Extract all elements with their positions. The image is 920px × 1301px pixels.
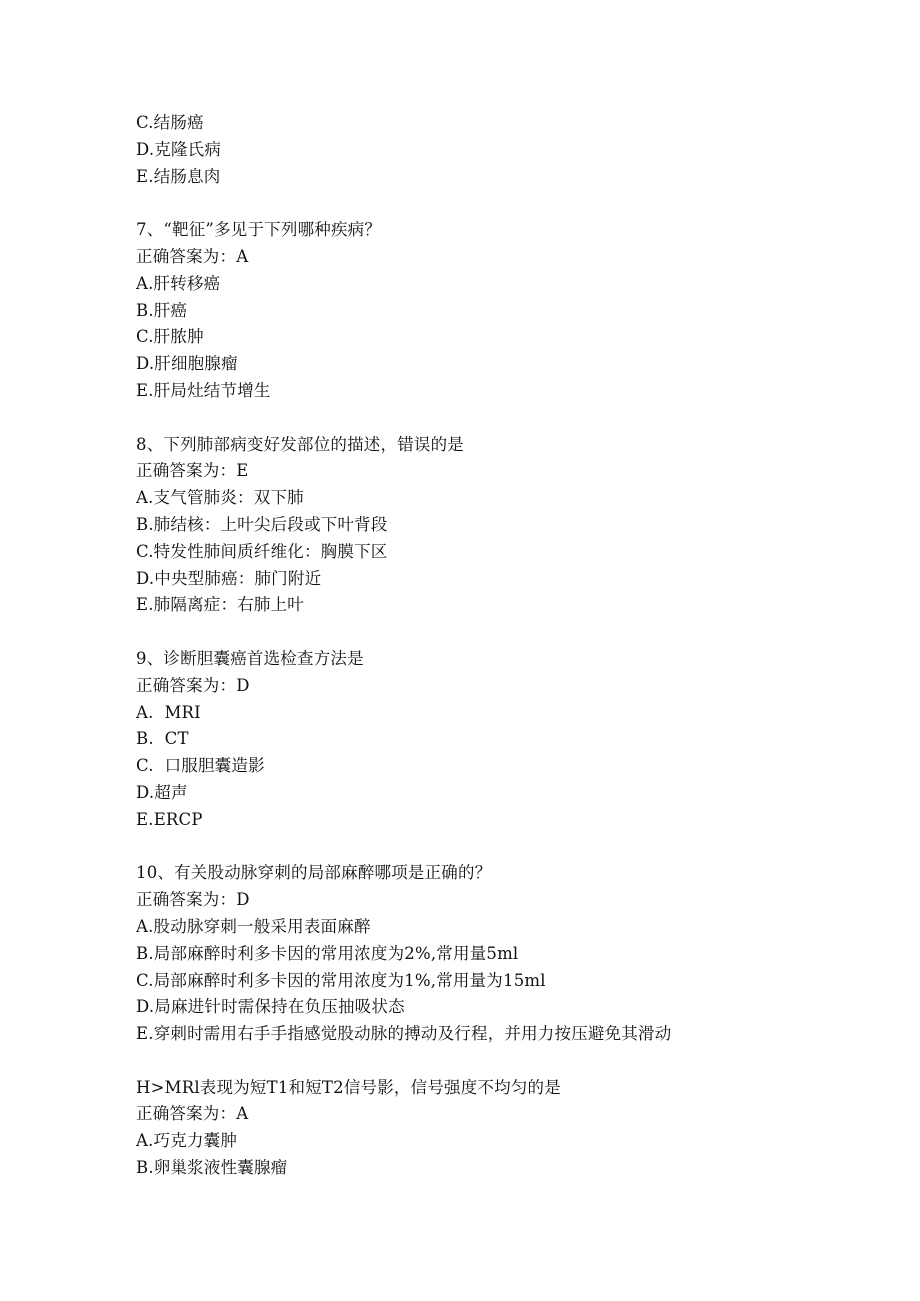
question-8 [136,432,876,620]
option-a: A. MRI [136,702,201,722]
correct-answer: 正确答案为：A [136,246,249,266]
option-a: A.股动脉穿刺一般采用表面麻醉 [136,916,371,936]
document-page [136,110,876,1182]
option-b: B. CT [136,729,189,749]
option-a: A.巧克力囊肿 [136,1131,238,1151]
option-c: C.特发性肺间质纤维化：胸膜下区 [136,541,388,561]
option-b: B.肝癌 [136,300,188,320]
option-c: C.局部麻醉时利多卡因的常用浓度为1%,常用量为15ml [136,970,546,990]
option-e: E.ERCP [136,809,203,829]
question-stem: 7、“靶征”多见于下列哪种疾病？ [136,220,382,240]
option-c: C.结肠癌 [136,113,204,132]
question-stem: 10、有关股动脉穿刺的局部麻醉哪项是正确的？ [136,863,492,883]
option-e: E.肝局灶结节增生 [136,380,271,400]
correct-answer: 正确答案为：A [136,1104,249,1124]
option-e: E.结肠息肉 [136,166,221,186]
option-d: D.肝细胞腺瘤 [136,354,238,374]
question-11 [136,1075,876,1182]
option-d: D.中央型肺癌：肺门附近 [136,568,322,588]
option-a: A.肝转移癌 [136,273,221,293]
question-stem: 8、下列肺部病变好发部位的描述，错误的是 [136,434,464,454]
correct-answer: 正确答案为：D [136,675,250,695]
option-a: A.支气管肺炎：双下肺 [136,488,304,508]
option-d: D.克隆氏病 [136,139,222,159]
question-7 [136,217,876,405]
correct-answer: 正确答案为：E [136,461,249,481]
option-d: D.超声 [136,782,188,802]
previous-question-options [136,110,876,190]
question-9 [136,646,876,834]
option-d: D.局麻进针时需保持在负压抽吸状态 [136,997,405,1017]
question-10 [136,860,876,1048]
correct-answer: 正确答案为：D [136,890,250,910]
question-stem: 9、诊断胆囊癌首选检查方法是 [136,648,364,668]
option-b: B.卵巢浆液性囊腺瘤 [136,1158,288,1178]
option-e: E.肺隔离症：右肺上叶 [136,595,304,615]
option-e: E.穿刺时需用右手手指感觉股动脉的搏动及行程，并用力按压避免其滑动 [136,1024,672,1044]
option-c: C. 口服胆囊造影 [136,756,265,776]
option-b: B.肺结核：上叶尖后段或下叶背段 [136,514,388,534]
option-c: C.肝脓肿 [136,327,204,347]
option-b: B.局部麻醉时利多卡因的常用浓度为2%,常用量5ml [136,943,519,963]
question-stem: H>MRl表现为短T1和短T2信号影，信号强度不均匀的是 [136,1077,561,1097]
